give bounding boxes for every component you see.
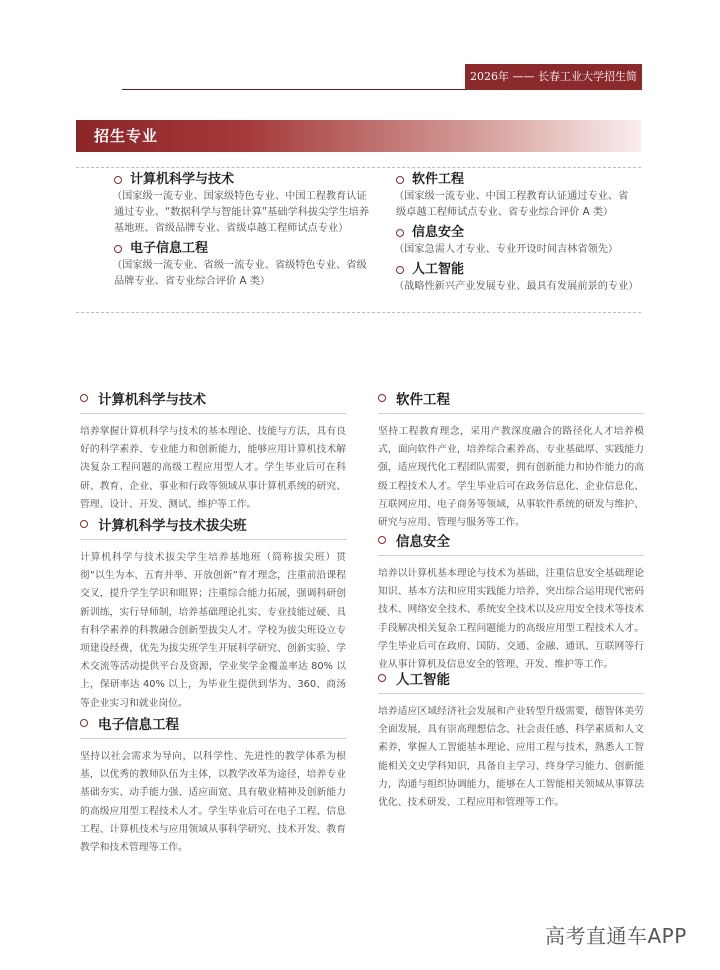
section-rule xyxy=(378,413,644,414)
major-desc: （国家急需人才专业、专业开设时间吉林省领先） xyxy=(394,244,619,255)
bullet-circle-icon xyxy=(396,176,404,184)
major-name: 信息安全 xyxy=(412,225,465,240)
major-item xyxy=(396,172,638,221)
section-title: 软件工程 xyxy=(396,392,450,408)
bullet-circle-icon xyxy=(378,536,386,544)
bullet-circle-icon xyxy=(396,266,404,274)
bullet-circle-icon xyxy=(80,520,88,528)
major-desc: （国家级一流专业、国家级特色专业、中国工程教育认证通过专业、“数据科学与智能计算”基础学科拔尖学生培养基地班、省级品牌专业、省级卓越工程师试点专业） xyxy=(112,191,370,234)
bullet-circle-icon xyxy=(80,719,88,727)
majors-column-left xyxy=(114,172,372,294)
section-ai xyxy=(378,668,644,812)
section-title: 计算机科学与技术拔尖班 xyxy=(98,518,247,534)
major-item xyxy=(114,172,372,237)
bullet-circle-icon xyxy=(378,674,386,682)
major-name: 软件工程 xyxy=(412,172,465,187)
section-band xyxy=(76,120,641,152)
section-body: 坚持工程教育理念，采用产教深度融合的路径化人才培养模式，面向软件产业，培养综合素养高、专业基础厚、实践能力强，适应现代化工程团队需要，拥有创新能力和协作能力的高级工程技术人才。学生毕业后可在政务信息化、企业信息化、互联网应用、电子商务等领域，从事软件系统的研发与维护、研究与应用、管理与服务等工作。 xyxy=(378,426,644,529)
major-desc: （国家级一流专业、中国工程教育认证通过专业、省级卓越工程师试点专业、省专业综合评价 A 类） xyxy=(394,191,629,218)
major-desc: （国家级一流专业、省级一流专业、省级特色专业、省级品牌专业、省专业综合评价 A 类） xyxy=(112,260,367,287)
section-body: 培养掌握计算机科学与技术的基本理论、技能与方法，具有良好的科学素养、专业能力和创新能力，能够应用计算机技术解决复杂工程问题的高级工程应用型人才。学生毕业后可在科研、教育、企业、事业和行政等领域从事计算机系统的研究、管理、设计、开发、测试、维护等工作。 xyxy=(80,426,346,510)
major-desc: （战略性新兴产业发展专业、最具有发展前景的专业） xyxy=(394,281,639,292)
bullet-circle-icon xyxy=(114,176,122,184)
section-body: 计算机科学与技术拔尖学生培养基地班（简称拔尖班）贯彻“以生为本、五育并举、开放创新”育才理念，注重前沿课程交叉，提升学生学识和眼界；注重综合能力拓展，强调科研创新训练，实行导师制，培养基础理论扎实、专业技能过硬、具有科学素养的科教融合创新型拔尖人才。学校为拔尖班设立专项建设经费，优先为拔尖班学生开展科学研究、创新实验、学术交流等活动提供平台及资源，学业奖学金覆盖率达 80% 以上，保研率达 40% 以上，为毕业生提供到华为、360、商汤等企业实习和就业岗位。 xyxy=(80,552,346,709)
major-item xyxy=(396,225,638,258)
section-is xyxy=(378,530,644,674)
majors-bottom-divider xyxy=(76,312,641,313)
majors-top-divider xyxy=(76,167,641,168)
header-tag: 2026年 —— 长春工业大学招生简章 xyxy=(465,64,642,90)
section-title: 计算机科学与技术 xyxy=(98,392,206,408)
section-rule xyxy=(80,539,346,540)
section-title: 人工智能 xyxy=(396,672,450,688)
major-name: 电子信息工程 xyxy=(130,241,209,256)
major-item xyxy=(396,262,638,295)
major-name: 计算机科学与技术 xyxy=(130,172,235,187)
section-body: 培养适应区域经济社会发展和产业转型升级需要，德智体美劳全面发展，具有崇高理想信念、社会责任感、科学素质和人文素养，掌握人工智能基本理论、应用工程与技术，熟悉人工智能相关文史学科知识，具备自主学习、终身学习能力、创新能力，沟通与组织协调能力，能够在人工智能相关领域从事算法优化、技术研发、工程应用和管理等工作。 xyxy=(378,706,644,809)
major-item xyxy=(114,241,372,290)
band-title: 招生专业 xyxy=(94,127,159,145)
section-body: 坚持以社会需求为导向，以科学性、先进性的教学体系为根基，以优秀的教师队伍为主体，以教学改革为途径，培养专业基础夯实、动手能力强、适应面宽、具有敬业精神及创新能力的高级应用型工程技术人才。学生毕业后可在电子工程、信息工程、计算机技术与应用领域从事科学研究、技术开发、教育教学和技术管理等工作。 xyxy=(80,751,346,854)
section-se xyxy=(378,388,644,532)
major-name: 人工智能 xyxy=(412,262,465,277)
bullet-circle-icon xyxy=(114,245,122,253)
section-body: 培养以计算机基本理论与技术为基础，注重信息安全基础理论知识、基本方法和应用实践能力培养，突出综合运用现代密码技术、网络安全技术、系统安全技术以及应用安全技术等技术手段解决相关复杂工程问题能力的高级应用型工程技术人才。学生毕业后可在政府、国防、交通、金融、通讯、互联网等行业从事计算机及信息安全的管理、开发、维护等工作。 xyxy=(378,568,644,671)
bullet-circle-icon xyxy=(80,394,88,402)
bullet-circle-icon xyxy=(396,229,404,237)
majors-column-right xyxy=(396,172,638,299)
section-title: 电子信息工程 xyxy=(98,717,179,733)
section-rule xyxy=(378,555,644,556)
section-rule xyxy=(80,738,346,739)
section-cs xyxy=(80,388,346,514)
section-cs-top xyxy=(80,514,346,713)
section-rule xyxy=(378,693,644,694)
section-rule xyxy=(80,413,346,414)
bullet-circle-icon xyxy=(378,394,386,402)
section-ee xyxy=(80,713,346,857)
section-title: 信息安全 xyxy=(396,534,450,550)
watermark: 高考直通车APP xyxy=(545,924,687,948)
